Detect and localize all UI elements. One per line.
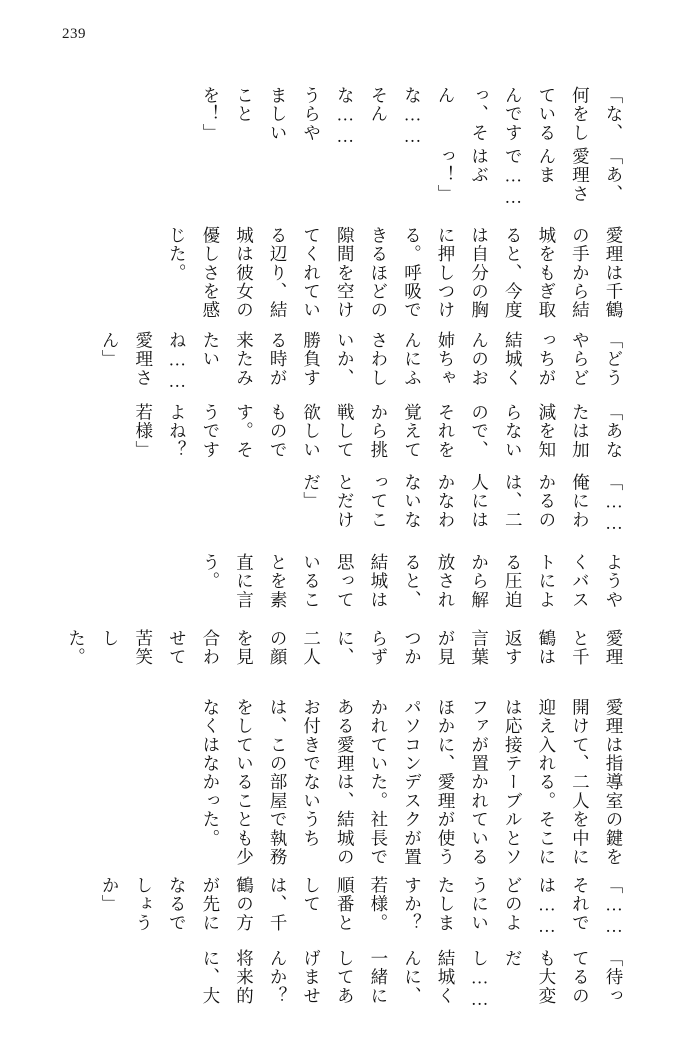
- paragraph: 愛理は指導室の鍵を開けて、二人を中に迎え入れる。そこには応接テーブルとソファが置かれているほかに、愛理が使うパソコンデスクが置かれていた。社長である愛理は、結城のお付きでないうちは、この部屋で執務をしていることも少なくはなかった。: [200, 698, 624, 867]
- paragraph: 愛理は千鶴の手から結城をもぎ取ると、今度は自分の胸に押しつける。呼吸できるほどの隙間を空けてくれている辺り、結城は彼女の優しさを感じた。: [167, 226, 624, 320]
- paragraph: ようやくバストによる圧迫から解放されると、結城は思っていることを素直に言う。: [200, 552, 624, 609]
- paragraph: 愛理と千鶴は返す言葉が見つからずに、二人の顔を見合わせて苦笑した。: [66, 629, 624, 667]
- paragraph: 「どうやらどっちが結城くんのお姉ちゃんにふさわしいか、勝負する時が来たみたいね……愛理さん」: [100, 331, 624, 393]
- paragraph: 「な、何をしているんですっ、そんな……そんな……うらやましいことを！」: [200, 86, 624, 148]
- paragraph: 「……俺にわかるのは、二人にはかなわないなってことだけだ」: [301, 473, 624, 535]
- page-text-body: [44, 86, 630, 1024]
- paragraph: 「……それでは……どのようにいたしますか？ 若様。順番としては、千鶴の方が先になるでしょうか」: [100, 875, 624, 951]
- page-number: 239: [62, 26, 86, 42]
- paragraph: 「あ、愛理さんまで……はぶっ！」: [436, 147, 624, 209]
- paragraph: 「あなたは加減を知らないので、それを覚えてから挑戦して欲しいものです。そうですよね？ 若様」: [133, 402, 624, 478]
- paragraph: 「待ってるのも大変だし……結城くんに、一緒にしてあげませんか？ 将来的に、大: [200, 948, 624, 1024]
